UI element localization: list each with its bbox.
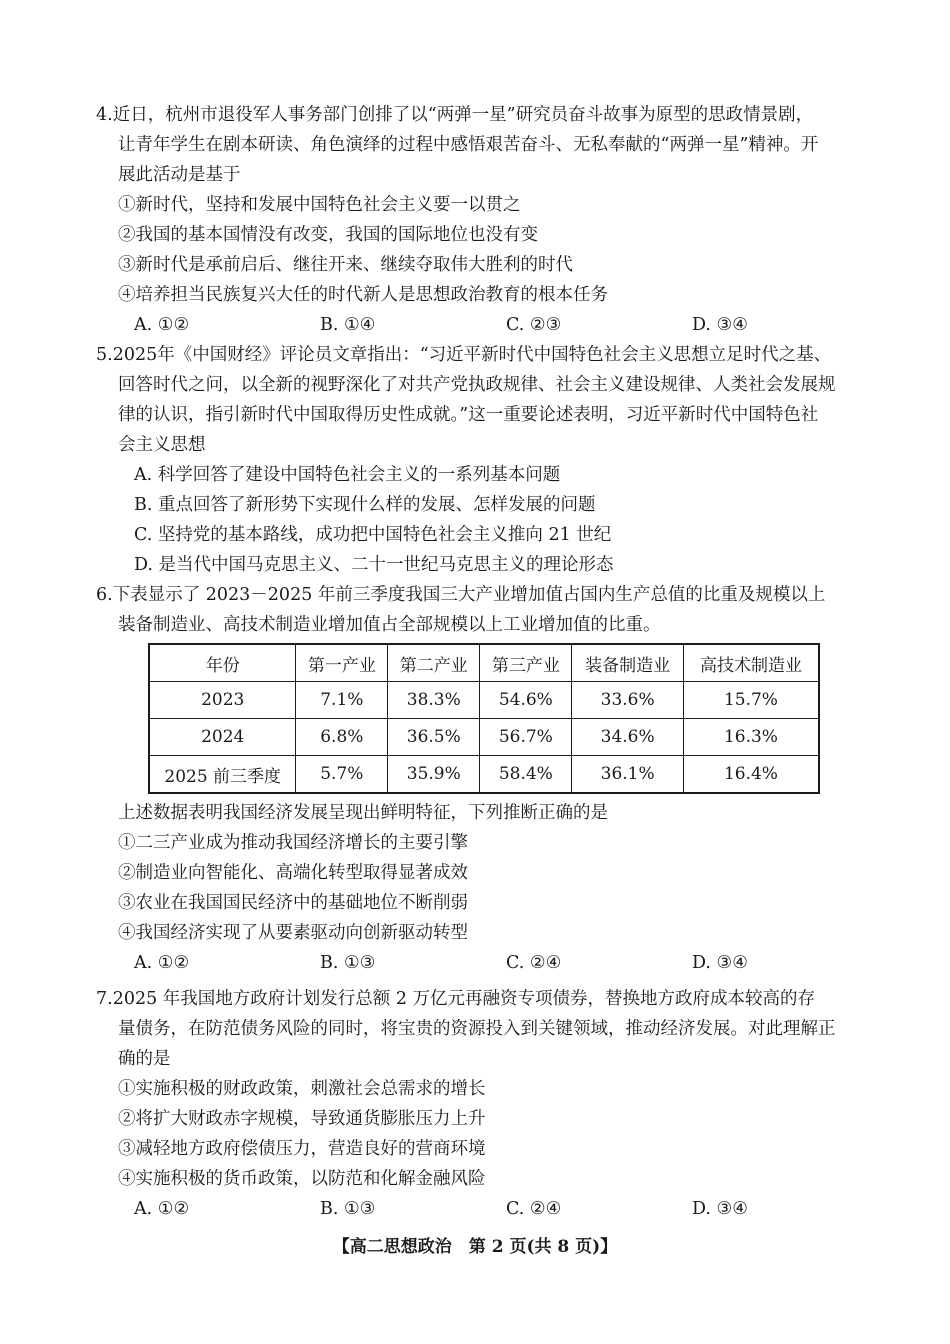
table-cell: 16.4% bbox=[683, 756, 819, 794]
question-6 bbox=[96, 580, 856, 640]
table-cell: 35.9% bbox=[388, 756, 480, 794]
q4-stem-line: 让青年学生在剧本研读、角色演绎的过程中感悟艰苦奋斗、无私奉献的“两弹一星”精神。开 bbox=[118, 135, 819, 155]
q7-stem-line: 量债务，在防范债务风险的同时，将宝贵的资源投入到关键领域，推动经济发展。对此理解正 bbox=[118, 1019, 836, 1039]
q4-statement: ①新时代，坚持和发展中国特色社会主义要一以贯之 bbox=[118, 195, 521, 215]
q7-statement: ②将扩大财政赤字规模，导致通货膨胀压力上升 bbox=[118, 1109, 486, 1129]
q6-statement: ①二三产业成为推动我国经济增长的主要引擎 bbox=[118, 833, 468, 853]
table-header-row bbox=[149, 644, 819, 682]
q6-statement: ②制造业向智能化、高端化转型取得显著成效 bbox=[118, 863, 468, 883]
q5-stem-line: 回答时代之问，以全新的视野深化了对共产党执政规律、社会主义建设规律、人类社会发展规 bbox=[118, 375, 836, 395]
table-cell: 36.1% bbox=[572, 756, 684, 794]
q7-choice-a: A. ①② bbox=[134, 1199, 190, 1219]
q7-choice-b: B. ①③ bbox=[320, 1199, 376, 1219]
q7-choice-d: D. ③④ bbox=[692, 1199, 748, 1219]
q4-stem-line: 展此活动是基于 bbox=[118, 165, 241, 185]
table-cell: 7.1% bbox=[296, 682, 388, 719]
table-cell: 36.5% bbox=[388, 719, 480, 756]
table-header-cell: 第一产业 bbox=[296, 644, 388, 682]
q5-option-d: D. 是当代中国马克思主义、二十一世纪马克思主义的理论形态 bbox=[134, 555, 614, 575]
q4-choice-b: B. ①④ bbox=[320, 315, 376, 335]
q6-statement: ③农业在我国国民经济中的基础地位不断削弱 bbox=[118, 893, 468, 913]
q4-statement: ④培养担当民族复兴大任的时代新人是思想政治教育的根本任务 bbox=[118, 285, 608, 305]
table-cell: 54.6% bbox=[480, 682, 572, 719]
table-cell: 33.6% bbox=[572, 682, 684, 719]
table-row bbox=[149, 756, 819, 794]
question-7 bbox=[96, 984, 856, 1224]
table-cell: 56.7% bbox=[480, 719, 572, 756]
table-cell: 34.6% bbox=[572, 719, 684, 756]
q4-choice-a: A. ①② bbox=[134, 315, 190, 335]
q5-option-c: C. 坚持党的基本路线，成功把中国特色社会主义推向 21 世纪 bbox=[134, 525, 612, 545]
q4-statement: ②我国的基本国情没有改变，我国的国际地位也没有变 bbox=[118, 225, 538, 245]
q7-choices bbox=[96, 1194, 856, 1224]
q4-choice-c: C. ②③ bbox=[506, 315, 562, 335]
table-row bbox=[149, 719, 819, 756]
table-header-cell: 装备制造业 bbox=[572, 644, 684, 682]
q6-choice-d: D. ③④ bbox=[692, 953, 748, 973]
q5-stem-line: 会主义思想 bbox=[118, 435, 206, 455]
q5-stem-line: 5.2025年《中国财经》评论员文章指出：“习近平新时代中国特色社会主义思想立足时代之基、 bbox=[96, 345, 832, 365]
q7-statement: ④实施积极的货币政策，以防范和化解金融风险 bbox=[118, 1169, 486, 1189]
table-cell: 2025 前三季度 bbox=[149, 756, 296, 794]
q6-choice-b: B. ①③ bbox=[320, 953, 376, 973]
q6-choice-c: C. ②④ bbox=[506, 953, 562, 973]
question-5 bbox=[96, 340, 856, 580]
table-header-cell: 第二产业 bbox=[388, 644, 480, 682]
q6-choice-a: A. ①② bbox=[134, 953, 190, 973]
table-header-cell: 第三产业 bbox=[480, 644, 572, 682]
table-cell: 5.7% bbox=[296, 756, 388, 794]
table-row bbox=[149, 682, 819, 719]
q6-statement: ④我国经济实现了从要素驱动向创新驱动转型 bbox=[118, 923, 468, 943]
q7-stem-line: 7.2025 年我国地方政府计划发行总额 2 万亿元再融资专项债券，替换地方政府成本较高的存 bbox=[96, 989, 816, 1009]
question-4 bbox=[96, 100, 856, 340]
q7-statement: ①实施积极的财政政策，刺激社会总需求的增长 bbox=[118, 1079, 486, 1099]
q7-stem-line: 确的是 bbox=[118, 1049, 171, 1069]
table-cell: 15.7% bbox=[683, 682, 819, 719]
q7-choice-c: C. ②④ bbox=[506, 1199, 562, 1219]
question-6-continued bbox=[96, 798, 856, 978]
q6-after-table: 上述数据表明我国经济发展呈现出鲜明特征，下列推断正确的是 bbox=[118, 803, 608, 823]
q4-stem-line: 4.近日，杭州市退役军人事务部门创排了以“两弹一星”研究员奋斗故事为原型的思政情景剧， bbox=[96, 105, 814, 125]
q5-stem-line: 律的认识，指引新时代中国取得历史性成就。”这一重要论述表明，习近平新时代中国特色社 bbox=[118, 405, 819, 425]
q5-option-a: A. 科学回答了建设中国特色社会主义的一系列基本问题 bbox=[134, 465, 561, 485]
q4-choices bbox=[96, 310, 856, 340]
q7-statement: ③减轻地方政府偿债压力，营造良好的营商环境 bbox=[118, 1139, 486, 1159]
table-cell: 2024 bbox=[149, 719, 296, 756]
table-cell: 38.3% bbox=[388, 682, 480, 719]
table-cell: 16.3% bbox=[683, 719, 819, 756]
table-cell: 2023 bbox=[149, 682, 296, 719]
table-cell: 6.8% bbox=[296, 719, 388, 756]
q6-choices bbox=[96, 948, 856, 978]
industry-share-table bbox=[148, 643, 820, 794]
q5-option-b: B. 重点回答了新形势下实现什么样的发展、怎样发展的问题 bbox=[134, 495, 596, 515]
page-footer: 【高二思想政治 第 2 页(共 8 页)】 bbox=[332, 1237, 618, 1257]
q6-stem-line: 6.下表显示了 2023－2025 年前三季度我国三大产业增加值占国内生产总值的比重及规模以上 bbox=[96, 585, 826, 605]
table-cell: 58.4% bbox=[480, 756, 572, 794]
table-header-cell: 年份 bbox=[149, 644, 296, 682]
table-header-cell: 高技术制造业 bbox=[683, 644, 819, 682]
q6-stem-line: 装备制造业、高技术制造业增加值占全部规模以上工业增加值的比重。 bbox=[118, 615, 661, 635]
q4-statement: ③新时代是承前启后、继往开来、继续夺取伟大胜利的时代 bbox=[118, 255, 573, 275]
q4-choice-d: D. ③④ bbox=[692, 315, 748, 335]
